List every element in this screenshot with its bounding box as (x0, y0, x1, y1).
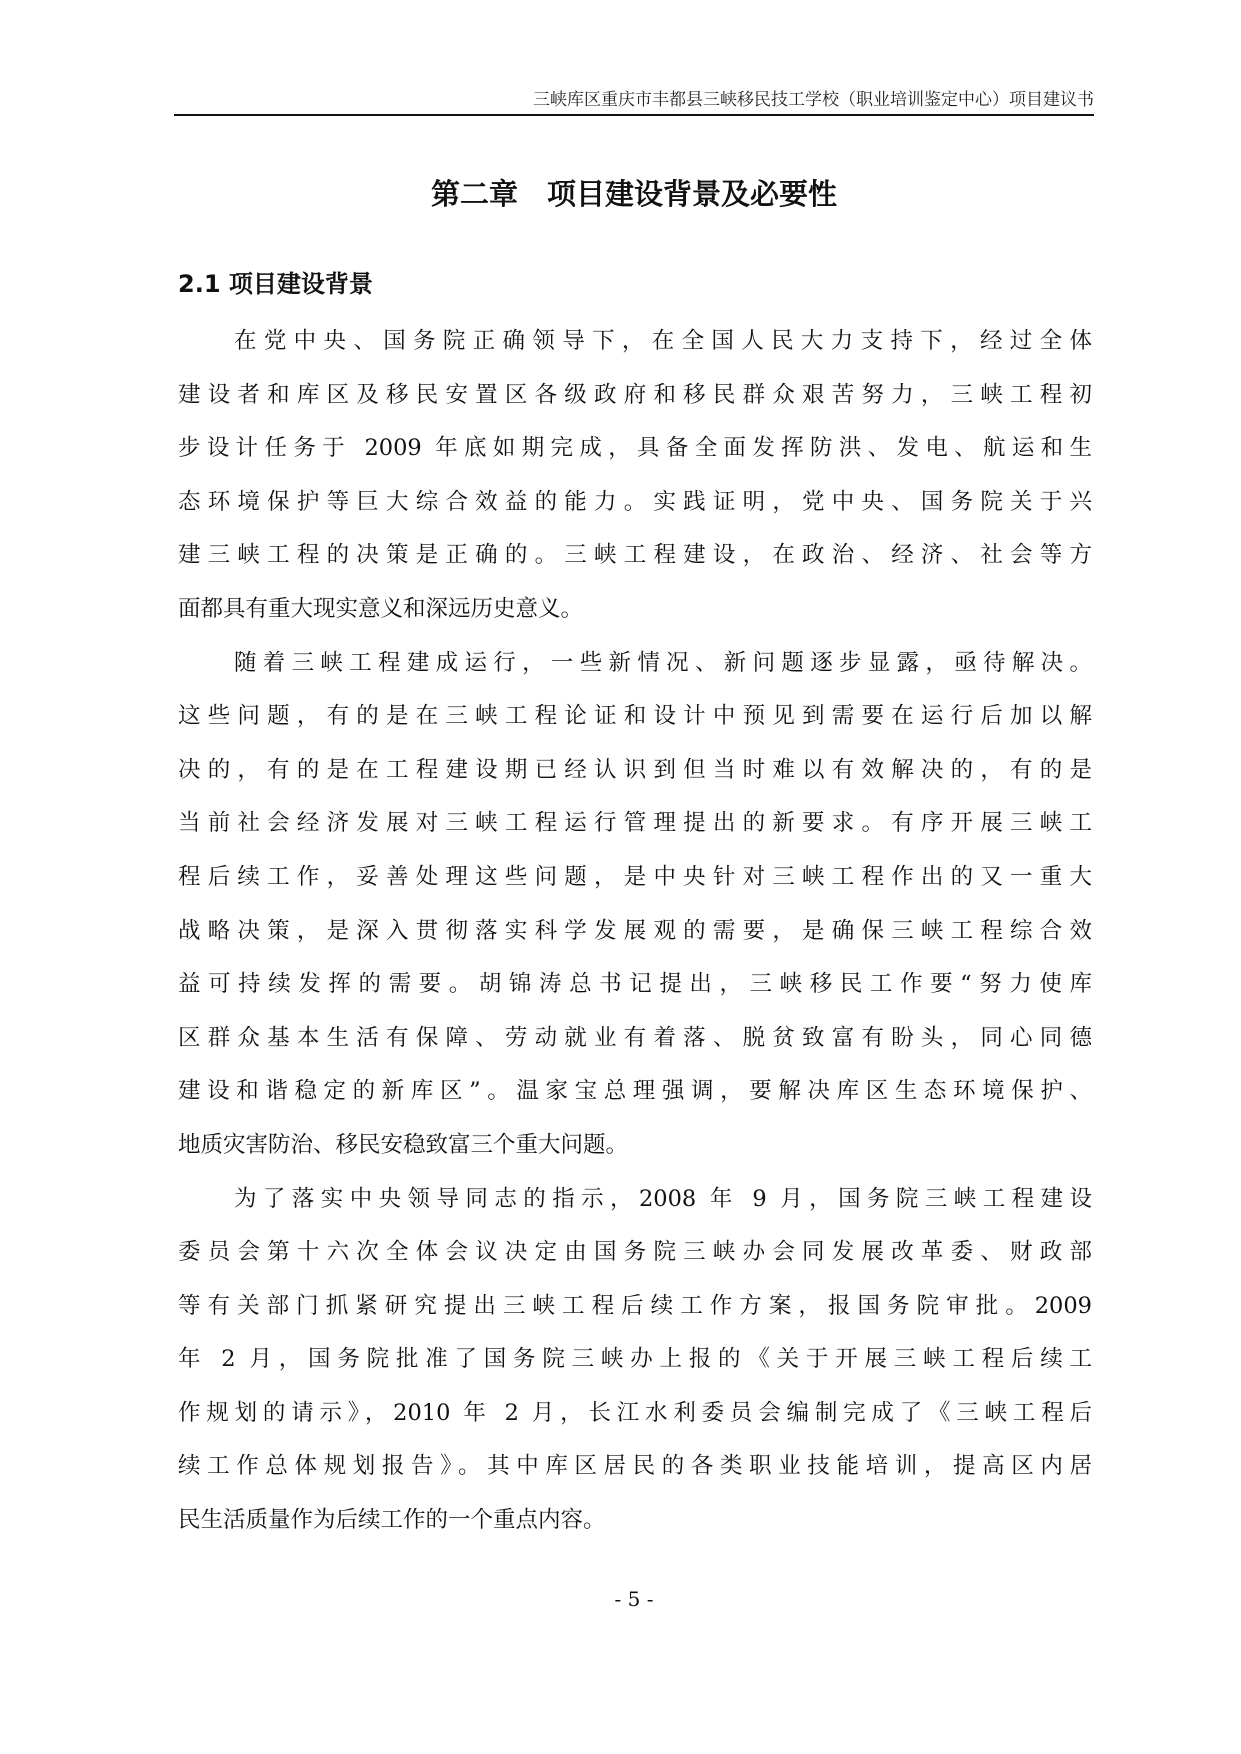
text-line: 委员会第十六次全体会议决定由国务院三峡办会同发展改革委、财政部 (178, 1239, 1092, 1266)
text-line: 步设计任务于 2009 年底如期完成，具备全面发挥防洪、发电、航运和生 (178, 435, 1092, 462)
text-line: 决的，有的是在工程建设期已经认识到但当时难以有效解决的，有的是 (178, 756, 1092, 783)
text-line: 区群众基本生活有保障、劳动就业有着落、脱贫致富有盼头，同心同德 (178, 1024, 1092, 1051)
text-line: 建三峡工程的决策是正确的。三峡工程建设，在政治、经济、社会等方 (178, 542, 1092, 569)
paragraph-1 (178, 315, 1092, 637)
chapter-title: 第二章 项目建设背景及必要性 (430, 177, 837, 211)
paragraph-3 (178, 1173, 1092, 1548)
text-line: 在党中央、国务院正确领导下，在全国人民大力支持下，经过全体 (234, 328, 1092, 354)
text-line: 当前社会经济发展对三峡工程运行管理提出的新要求。有序开展三峡工 (178, 810, 1092, 837)
text-line: 年 2 月，国务院批准了国务院三峡办上报的《关于开展三峡工程后续工 (178, 1346, 1092, 1373)
text-line: 战略决策，是深入贯彻落实科学发展观的需要，是确保三峡工程综合效 (178, 917, 1092, 944)
text-line: 建设者和库区及移民安置区各级政府和移民群众艰苦努力，三峡工程初 (178, 381, 1092, 408)
text-line: 建设和谐稳定的新库区”。温家宝总理强调，要解决库区生态环境保护、 (178, 1078, 1092, 1105)
header-rule (174, 114, 1094, 116)
text-line: 作规划的请示》，2010 年 2 月，长江水利委员会编制完成了《三峡工程后 (178, 1399, 1092, 1426)
text-line: 这些问题，有的是在三峡工程论证和设计中预见到需要在运行后加以解 (178, 703, 1092, 730)
text-line: 地质灾害防治、移民安稳致富三个重大问题。 (178, 1131, 629, 1158)
text-line: 程后续工作，妥善处理这些问题，是中央针对三峡工程作出的又一重大 (178, 863, 1092, 890)
text-line: 随着三峡工程建成运行，一些新情况、新问题逐步显露，亟待解决。 (234, 649, 1092, 676)
text-line: 益可持续发挥的需要。胡锦涛总书记提出，三峡移民工作要“努力使库 (178, 971, 1092, 998)
section-title: 2.1 项目建设背景 (178, 270, 373, 298)
text-line: 态环境保护等巨大综合效益的能力。实践证明，党中央、国务院关于兴 (178, 488, 1092, 515)
text-line: 民生活质量作为后续工作的一个重点内容。 (178, 1507, 606, 1534)
page-number: - 5 - (614, 1587, 654, 1611)
text-line: 为了落实中央领导同志的指示，2008 年 9 月，国务院三峡工程建设 (234, 1185, 1092, 1212)
text-line: 续工作总体规划报告》。其中库区居民的各类职业技能培训，提高区内居 (178, 1453, 1092, 1480)
running-header: 三峡库区重庆市丰都县三峡移民技工学校（职业培训鉴定中心）项目建议书 (533, 90, 1094, 110)
text-line: 面都具有重大现实意义和深远历史意义。 (178, 595, 584, 622)
text-line: 等有关部门抓紧研究提出三峡工程后续工作方案，报国务院审批。2009 (178, 1292, 1092, 1319)
paragraph-2 (178, 637, 1092, 1173)
body-text (178, 315, 1092, 1548)
